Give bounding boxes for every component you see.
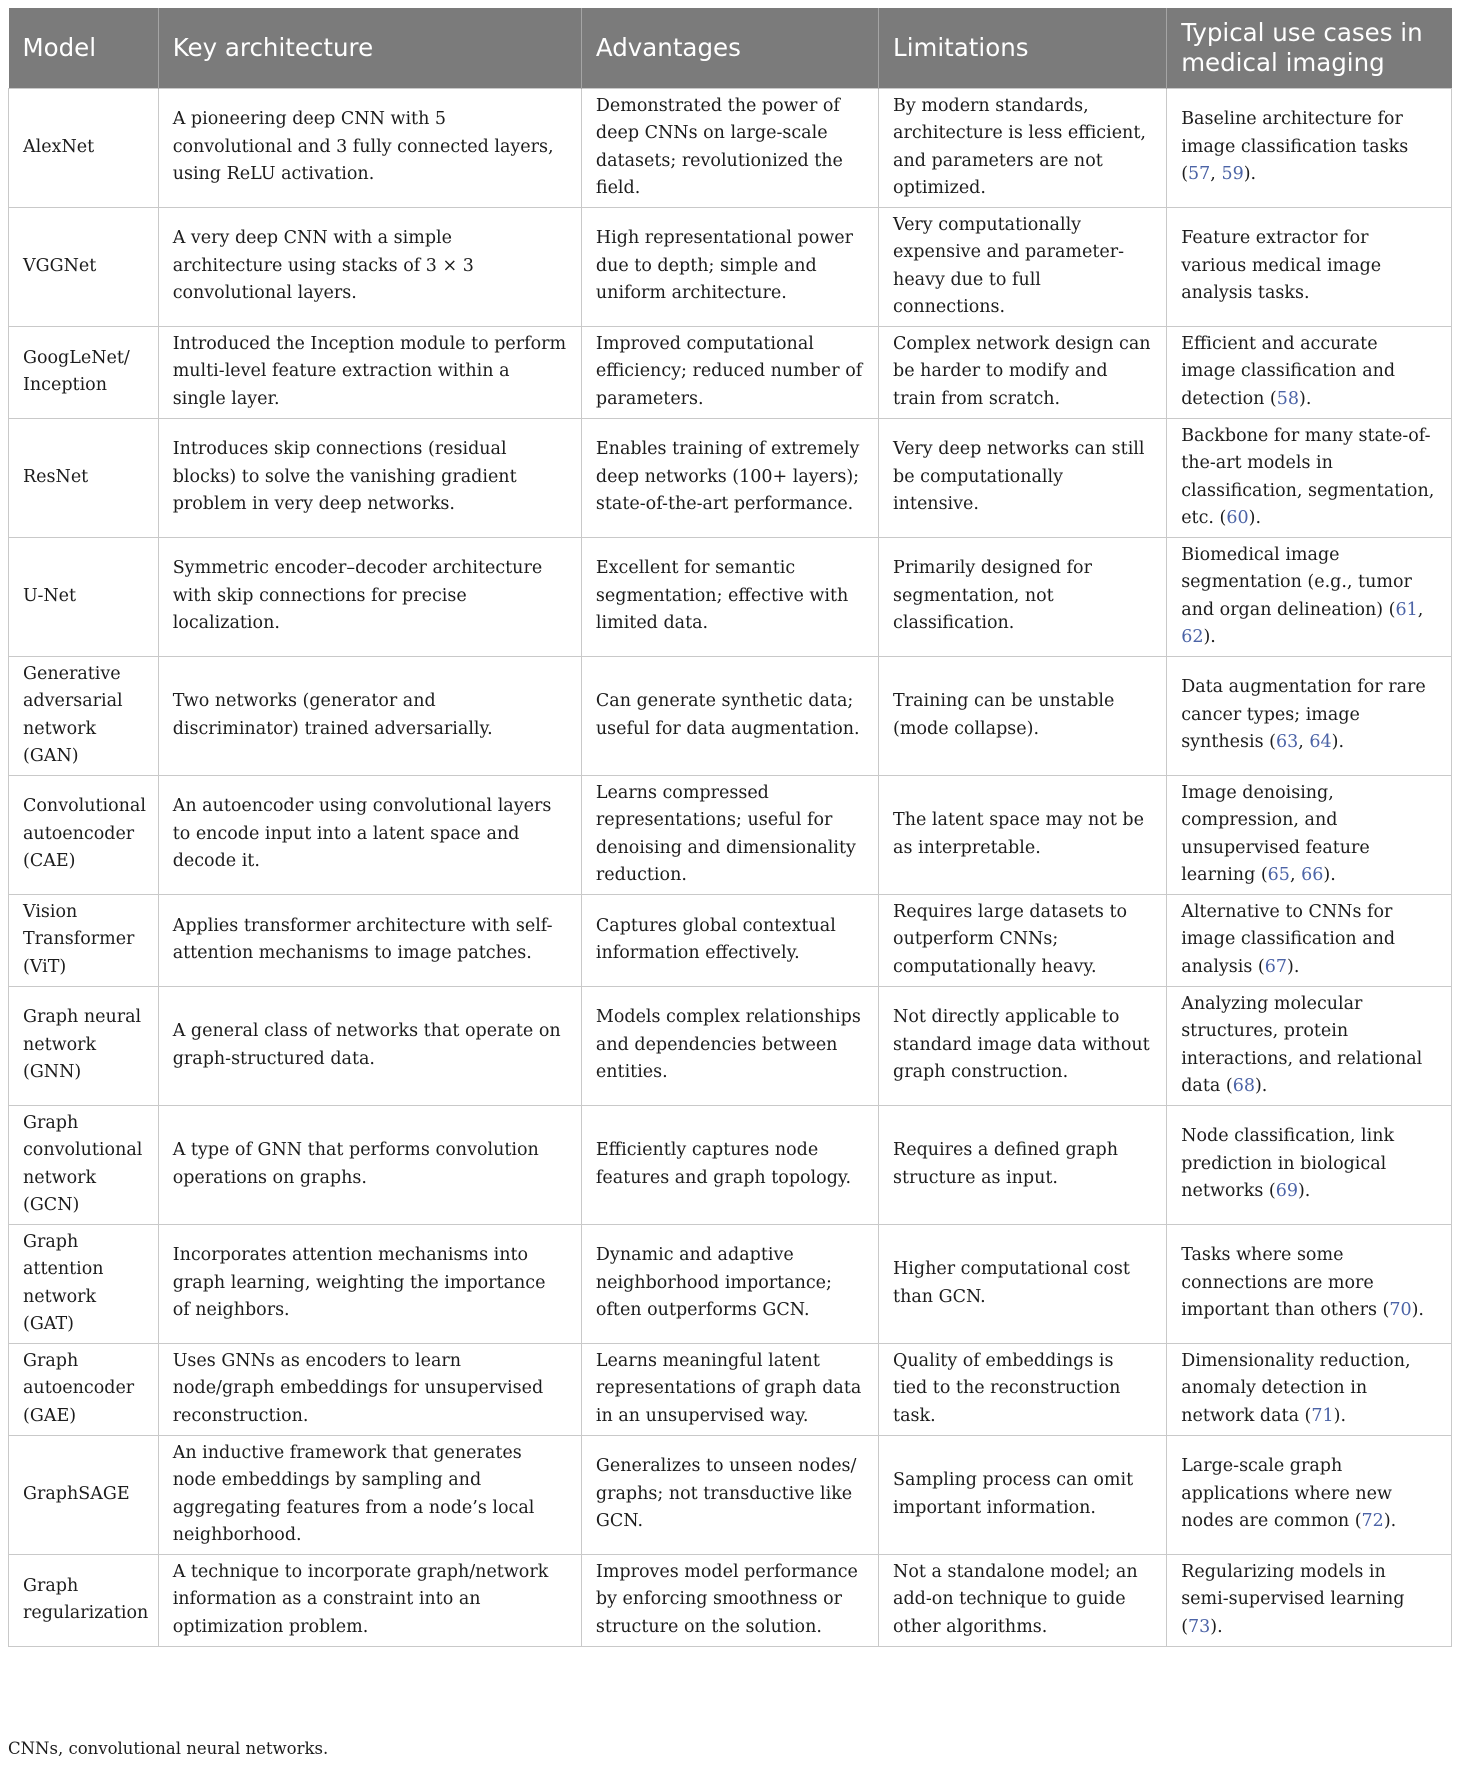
use-case-text: Baseline architecture for image classification tasks ( [1181, 109, 1409, 185]
use-case-text: Backbone for many state-of-the-art models in classification, segmentation, etc. ( [1181, 425, 1435, 528]
cell-model: ResNet [9, 418, 159, 537]
cell-limitations: Primarily designed for segmentation, not classification. [879, 537, 1167, 656]
cell-advantages: Can generate synthetic data; useful for data augmentation. [581, 656, 878, 775]
cell-architecture: Introduces skip connections (residual blocks) to solve the vanishing gradient problem in very deep networks. [158, 418, 581, 537]
citation-link[interactable]: 57 [1188, 164, 1211, 185]
use-case-text-end: ). [1331, 732, 1345, 753]
cell-use-cases: Image denoising, compression, and unsupervised feature learning (65, 66). [1167, 775, 1452, 894]
cell-model: GoogLeNet/ Inception [9, 326, 159, 418]
cell-advantages: Efficiently captures node features and graph topology. [581, 1105, 878, 1224]
table-row [9, 537, 1452, 656]
use-case-text-end: ). [1299, 388, 1312, 409]
cell-use-cases [1167, 326, 1452, 418]
citation-link[interactable]: 65 [1267, 865, 1290, 885]
cell-use-cases [1167, 1554, 1452, 1646]
cell-architecture: A general class of networks that operate on graph-structured data. [158, 986, 581, 1105]
use-case-text-end: ). [1203, 627, 1216, 647]
cell-use-cases: Biomedical image segmentation (e.g., tumor and organ delineation) (61, 62). [1167, 537, 1452, 656]
cell-model: Convolutional autoencoder (CAE) [9, 775, 159, 894]
table-row [9, 656, 1452, 775]
cell-architecture: Introduced the Inception module to perform multi-level feature extraction within a single layer. [158, 326, 581, 418]
cell-architecture: A pioneering deep CNN with 5 convolutional and 3 fully connected layers, using ReLU activation. [158, 88, 581, 207]
cell-advantages: Learns compressed representations; useful for denoising and dimensionality reduction. [581, 775, 878, 894]
table-footnote: CNNs, convolutional neural networks. [8, 1739, 329, 1758]
cell-model: Vision Transformer (ViT) [9, 894, 159, 986]
table-row [9, 207, 1452, 326]
use-case-text-end: ). [1383, 1511, 1397, 1532]
use-case-text-end: ). [1243, 164, 1257, 185]
citation-link[interactable]: 70 [1389, 1300, 1412, 1321]
cell-use-cases [1167, 1105, 1452, 1224]
header-advantages: Advantages [581, 8, 878, 88]
cell-architecture: Uses GNNs as encoders to learn node/graph embeddings for unsupervised reconstruction. [158, 1343, 581, 1435]
cell-limitations: Complex network design can be harder to modify and train from scratch. [879, 326, 1167, 418]
cell-use-cases [1167, 894, 1452, 986]
cell-use-cases [1167, 418, 1452, 537]
table-row [9, 326, 1452, 418]
cell-use-cases: Data augmentation for rare cancer types; image synthesis (63, 64). [1167, 656, 1452, 775]
use-case-text-end: ). [1297, 1181, 1311, 1202]
table-row [9, 1343, 1452, 1435]
cell-model: Graph convolutional network (GCN) [9, 1105, 159, 1224]
use-case-text: Alternative to CNNs for image classification and analysis ( [1181, 901, 1396, 977]
cell-architecture: Two networks (generator and discriminator) trained adversarially. [158, 656, 581, 775]
citation-link[interactable]: 73 [1188, 1616, 1211, 1637]
cell-use-cases: Baseline architecture for image classification tasks (57, 59). [1167, 88, 1452, 207]
cell-use-cases [1167, 986, 1452, 1105]
citation-link[interactable]: 62 [1181, 627, 1204, 647]
table-row [9, 1554, 1452, 1646]
cell-architecture: A very deep CNN with a simple architecture using stacks of 3 × 3 convolutional layers. [158, 207, 581, 326]
cell-limitations: Training can be unstable (mode collapse). [879, 656, 1167, 775]
use-case-text: Node classification, link prediction in biological networks ( [1181, 1126, 1395, 1202]
cell-advantages: Improves model performance by enforcing smoothness or structure on the solution. [581, 1554, 878, 1646]
citation-link[interactable]: 60 [1226, 508, 1249, 528]
cell-architecture: A type of GNN that performs convolution operations on graphs. [158, 1105, 581, 1224]
cell-limitations: Quality of embeddings is tied to the reconstruction task. [879, 1343, 1167, 1435]
use-case-text: Dimensionality reduction, anomaly detection in network data ( [1181, 1350, 1411, 1426]
use-case-text: Efficient and accurate image classification and detection ( [1181, 333, 1396, 409]
citation-link[interactable]: 72 [1361, 1511, 1384, 1532]
cell-model: Graph neural network (GNN) [9, 986, 159, 1105]
cell-advantages: Learns meaningful latent representations of graph data in an unsupervised way. [581, 1343, 878, 1435]
table-row [9, 418, 1452, 537]
header-use-cases: Typical use cases in medical imaging [1167, 8, 1452, 88]
cell-model: U-Net [9, 537, 159, 656]
cell-use-cases [1167, 1224, 1452, 1343]
citation-link[interactable]: 58 [1276, 388, 1300, 409]
use-case-text-end: ). [1323, 865, 1336, 885]
citation-link[interactable]: 67 [1264, 956, 1288, 977]
use-case-text: Biomedical image segmentation (e.g., tumor and organ delineation) ( [1181, 544, 1412, 620]
cell-model: Graph attention network (GAT) [9, 1224, 159, 1343]
cell-limitations: Sampling process can omit important information. [879, 1435, 1167, 1554]
use-case-text-end: ). [1248, 508, 1262, 528]
cell-use-cases [1167, 207, 1452, 326]
header-model: Model [9, 8, 159, 88]
cell-architecture: Symmetric encoder–decoder architecture with skip connections for precise localization. [158, 537, 581, 656]
use-case-text: Regularizing models in semi-supervised learning ( [1181, 1561, 1405, 1637]
cell-architecture: Incorporates attention mechanisms into graph learning, weighting the importance of neighbors. [158, 1224, 581, 1343]
cell-model: GraphSAGE [9, 1435, 159, 1554]
table-row [9, 1435, 1452, 1554]
cell-limitations: The latent space may not be as interpretable. [879, 775, 1167, 894]
cell-advantages: Generalizes to unseen nodes/ graphs; not transductive like GCN. [581, 1435, 878, 1554]
use-case-text-end: ). [1287, 956, 1300, 977]
use-case-text: Image denoising, compression, and unsupervised feature learning ( [1181, 782, 1370, 885]
cell-advantages: Captures global contextual information effectively. [581, 894, 878, 986]
citation-link[interactable]: 64 [1309, 732, 1332, 753]
citation-link[interactable]: 59 [1221, 164, 1244, 185]
header-key-architecture: Key architecture [158, 8, 581, 88]
cell-architecture: An inductive framework that generates node embeddings by sampling and aggregating features from a node’s local neighborhood. [158, 1435, 581, 1554]
citation-link[interactable]: 71 [1311, 1405, 1334, 1426]
cell-limitations: Not directly applicable to standard image data without graph construction. [879, 986, 1167, 1105]
cell-advantages: Excellent for semantic segmentation; effective with limited data. [581, 537, 878, 656]
cell-limitations: Not a standalone model; an add-on technique to guide other algorithms. [879, 1554, 1167, 1646]
cell-limitations: Requires large datasets to outperform CNNs; computationally heavy. [879, 894, 1167, 986]
table-row [9, 1105, 1452, 1224]
cell-advantages: Demonstrated the power of deep CNNs on large-scale datasets; revolutionized the field. [581, 88, 878, 207]
cell-architecture: An autoencoder using convolutional layers to encode input into a latent space and decode it. [158, 775, 581, 894]
cell-limitations: By modern standards, architecture is less efficient, and parameters are not optimized. [879, 88, 1167, 207]
cell-limitations: Very computationally expensive and parameter-heavy due to full connections. [879, 207, 1167, 326]
cell-use-cases [1167, 1435, 1452, 1554]
use-case-text-end: ). [1411, 1300, 1424, 1321]
citation-link[interactable]: 61 [1395, 599, 1418, 620]
cell-use-cases [1167, 1343, 1452, 1435]
cell-advantages: Enables training of extremely deep networks (100+ layers); state-of-the-art performance. [581, 418, 878, 537]
use-case-text: Data augmentation for rare cancer types; image synthesis ( [1181, 677, 1426, 753]
use-case-text-end: ). [1254, 1076, 1268, 1096]
use-case-text: Large-scale graph applications where new nodes are common ( [1181, 1456, 1392, 1532]
cell-model: Generative adversarial network (GAN) [9, 656, 159, 775]
use-case-text: Feature extractor for various medical image analysis tasks. [1181, 228, 1382, 304]
cell-model: VGGNet [9, 207, 159, 326]
cell-advantages: Improved computational efficiency; reduced number of parameters. [581, 326, 878, 418]
table-row [9, 1224, 1452, 1343]
cell-advantages: Dynamic and adaptive neighborhood importance; often outperforms GCN. [581, 1224, 878, 1343]
table-row [9, 894, 1452, 986]
cell-architecture: Applies transformer architecture with self-attention mechanisms to image patches. [158, 894, 581, 986]
header-limitations: Limitations [879, 8, 1167, 88]
cell-advantages: Models complex relationships and dependencies between entities. [581, 986, 878, 1105]
table-header-row [9, 8, 1452, 88]
cell-architecture: A technique to incorporate graph/network information as a constraint into an optimization problem. [158, 1554, 581, 1646]
models-table [8, 8, 1452, 1647]
cell-limitations: Higher computational cost than GCN. [879, 1224, 1167, 1343]
table-row [9, 775, 1452, 894]
citation-link[interactable]: 63 [1275, 732, 1299, 753]
cell-model: Graph regularization [9, 1554, 159, 1646]
use-case-text: Analyzing molecular structures, protein interactions, and relational data ( [1181, 993, 1423, 1096]
citation-link[interactable]: 66 [1301, 865, 1324, 885]
cell-model: AlexNet [9, 88, 159, 207]
cell-limitations: Requires a defined graph structure as input. [879, 1105, 1167, 1224]
cell-limitations: Very deep networks can still be computationally intensive. [879, 418, 1167, 537]
cell-model: Graph autoencoder (GAE) [9, 1343, 159, 1435]
table-body [9, 88, 1452, 1646]
use-case-text: Tasks where some connections are more important than others ( [1181, 1245, 1390, 1321]
table-row [9, 88, 1452, 207]
citation-link[interactable]: 68 [1232, 1076, 1255, 1096]
table-row [9, 986, 1452, 1105]
use-case-text-end: ). [1210, 1616, 1223, 1637]
cell-advantages: High representational power due to depth; simple and uniform architecture. [581, 207, 878, 326]
use-case-text-end: ). [1333, 1405, 1347, 1426]
citation-link[interactable]: 69 [1275, 1181, 1298, 1202]
